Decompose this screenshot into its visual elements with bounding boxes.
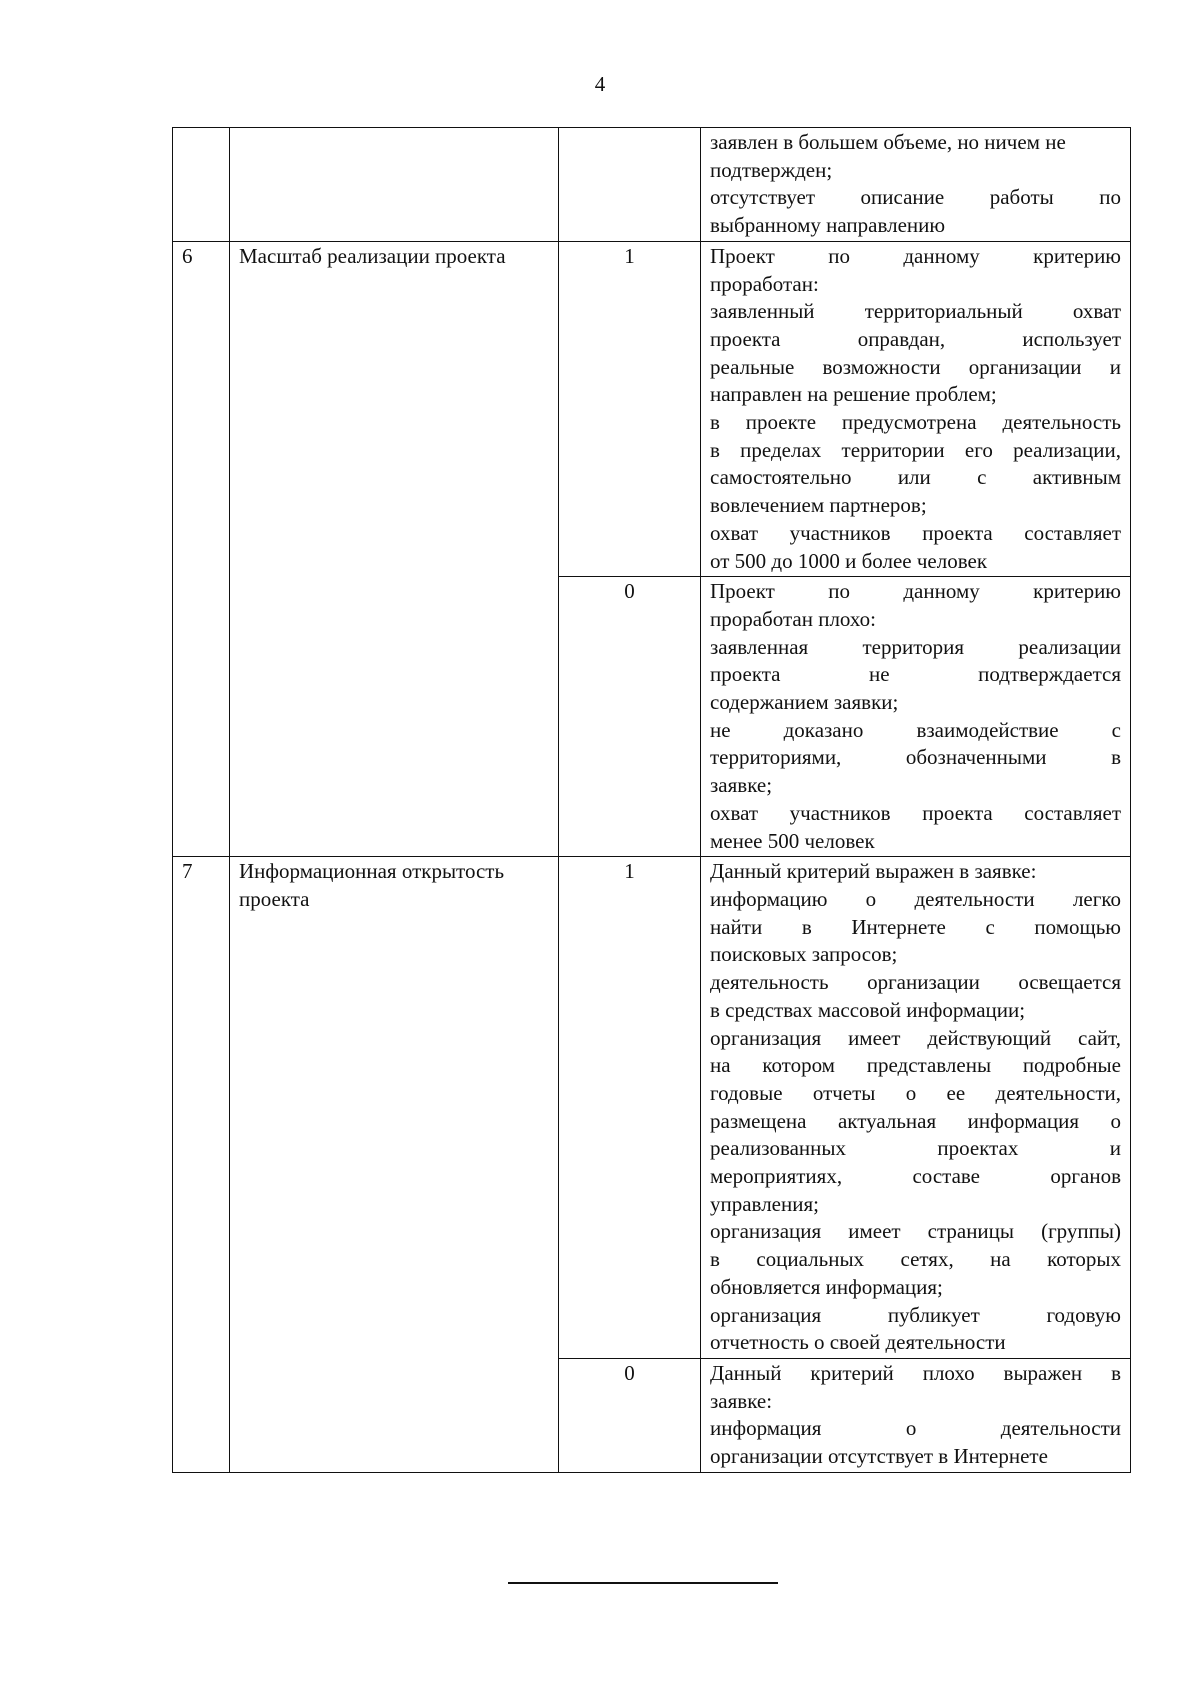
description-line: содержанием заявки; <box>710 690 899 715</box>
description-line: в проекте предусмотрена деятельность <box>710 410 1121 435</box>
score-cell <box>559 128 701 242</box>
score-cell: 0 <box>559 1358 701 1472</box>
description-line: подтвержден; <box>710 157 833 182</box>
description-line: мероприятиях, составе органов <box>710 1164 1121 1189</box>
description-line: информация о деятельности <box>710 1416 1121 1441</box>
description-line: вовлечением партнеров; <box>710 493 927 518</box>
table-row-criterion-6 <box>173 241 1131 576</box>
description-line: реальные возможности организации и <box>710 354 1121 379</box>
description-line: выбранному направлению <box>710 213 946 238</box>
description-line: направлен на решение проблем; <box>710 382 997 407</box>
description-line: организация имеет страницы (группы) <box>710 1219 1121 1244</box>
description-cell <box>701 128 1131 242</box>
description-line: заявленная территория реализации <box>710 634 1121 659</box>
description-line: найти в Интернете с помощью <box>710 914 1121 939</box>
description-line: самостоятельно или с активным <box>710 465 1121 490</box>
description-cell <box>701 1358 1131 1472</box>
table-row-continuation <box>173 128 1131 242</box>
score-cell: 1 <box>559 241 701 576</box>
description-line: размещена актуальная информация о <box>710 1108 1121 1133</box>
description-line: охват участников проекта составляет <box>710 800 1121 825</box>
description-line: заявке; <box>710 773 773 798</box>
description-line: проработан: <box>710 271 819 296</box>
description-line: проработан плохо: <box>710 606 876 631</box>
description-cell <box>701 577 1131 857</box>
description-line: обновляется информация; <box>710 1274 943 1299</box>
criterion-cell: Масштаб реализации проекта <box>230 241 559 856</box>
description-line: в средствах массовой информации; <box>710 997 1026 1022</box>
description-line: управления; <box>710 1191 819 1216</box>
description-line: отчетность о своей деятельности <box>710 1330 1006 1355</box>
description-line: годовые отчеты о ее деятельности, <box>710 1080 1121 1105</box>
page-number: 4 <box>594 72 606 96</box>
description-line: информацию о деятельности легко <box>710 886 1121 911</box>
description-line: деятельность организации освещается <box>710 970 1121 995</box>
description-line: организации отсутствует в Интернете <box>710 1444 1048 1469</box>
table-row-criterion-7 <box>173 857 1131 1359</box>
criterion-cell: Информационная открытость проекта <box>230 857 559 1472</box>
description-line: заявке: <box>710 1388 773 1413</box>
description-line: организация публикует годовую <box>710 1302 1121 1327</box>
footer-rule <box>508 1582 778 1584</box>
description-line: организация имеет действующий сайт, <box>710 1025 1121 1050</box>
description-line: заявлен в большем объеме, но ничем не <box>710 130 1066 154</box>
row-number-cell: 7 <box>173 857 230 1472</box>
description-line: на котором представлены подробные <box>710 1053 1121 1078</box>
description-line: в социальных сетях, на которых <box>710 1247 1121 1272</box>
description-line: Данный критерий плохо выражен в <box>710 1360 1121 1385</box>
description-line: отсутствует описание работы по <box>710 185 1121 210</box>
description-line: от 500 до 1000 и более человек <box>710 548 988 573</box>
description-cell <box>701 857 1131 1359</box>
description-line: поисковых запросов; <box>710 942 898 967</box>
description-line: менее 500 человек <box>710 828 875 853</box>
description-line: Данный критерий выражен в заявке: <box>710 859 1037 884</box>
description-cell <box>701 241 1131 576</box>
description-line: не доказано взаимодействие с <box>710 717 1121 742</box>
description-line: Проект по данному критерию <box>710 243 1121 268</box>
row-number-cell <box>173 128 230 242</box>
description-line: Проект по данному критерию <box>710 579 1121 604</box>
description-line: охват участников проекта составляет <box>710 520 1121 545</box>
criterion-cell <box>230 128 559 242</box>
description-line: заявленный территориальный охват <box>710 299 1121 324</box>
description-line: проекта не подтверждается <box>710 662 1121 687</box>
description-line: реализованных проектах и <box>710 1136 1121 1161</box>
description-line: проекта оправдан, использует <box>710 326 1121 351</box>
description-line: в пределах территории его реализации, <box>710 437 1121 462</box>
row-number-cell: 6 <box>173 241 230 856</box>
description-line: территориями, обозначенными в <box>710 745 1121 770</box>
score-cell: 1 <box>559 857 701 1359</box>
score-cell: 0 <box>559 577 701 857</box>
criteria-table <box>172 127 1131 1473</box>
